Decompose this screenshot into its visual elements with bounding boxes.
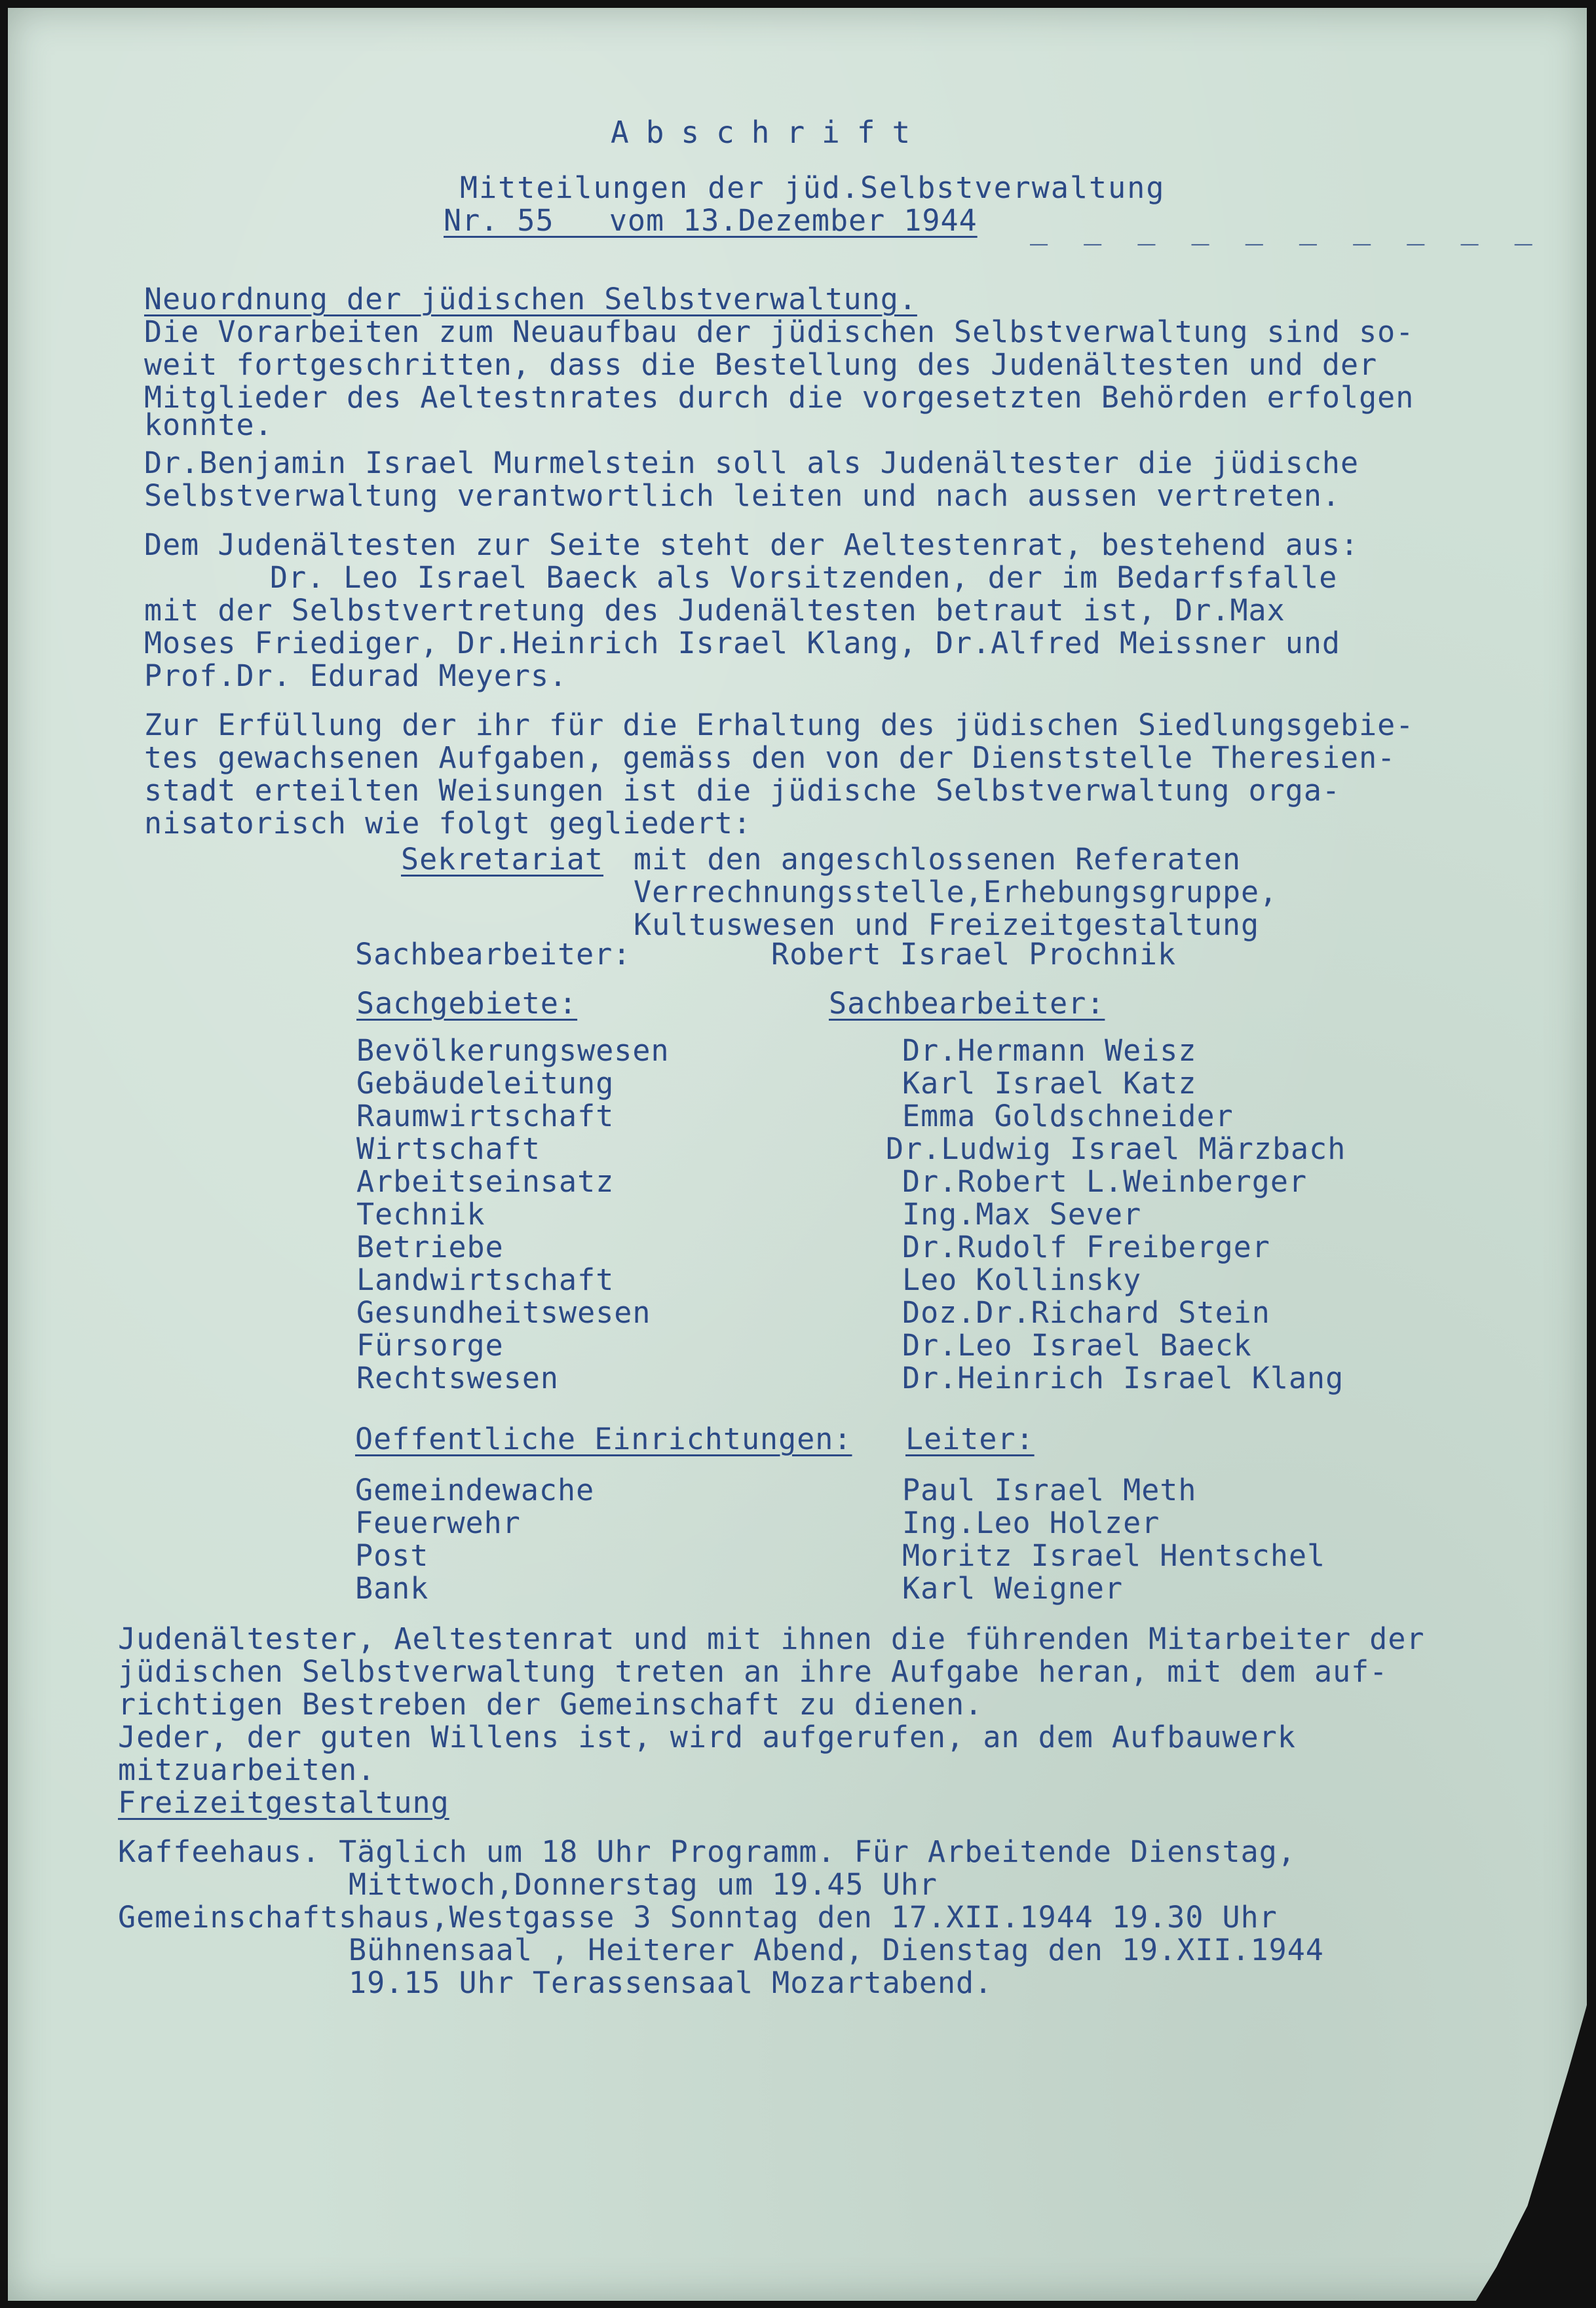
document-subtitle: Mitteilungen der jüd.Selbstverwaltung bbox=[460, 170, 1166, 205]
table-cell-person: Dr.Robert L.Weinberger bbox=[902, 1164, 1308, 1199]
section-heading: Neuordnung der jüdischen Selbstverwaltung. bbox=[144, 282, 917, 316]
text-line: mitzuarbeiten. bbox=[118, 1752, 376, 1787]
table-cell-area: Post bbox=[355, 1538, 429, 1573]
table-cell-person: Dr.Ludwig Israel Märzbach bbox=[886, 1131, 1346, 1166]
table-cell-area: Fürsorge bbox=[356, 1328, 504, 1363]
table-cell-area: Arbeitseinsatz bbox=[356, 1164, 615, 1199]
text-line: Dr. Leo Israel Baeck als Vorsitzenden, der im Bedarfsfalle bbox=[270, 560, 1338, 595]
secretariat-text: Verrechnungsstelle,Erhebungsgruppe, bbox=[634, 875, 1278, 909]
text-line: Judenältester, Aeltestenrat und mit ihnen die führenden Mitarbeiter der bbox=[118, 1621, 1425, 1656]
text-line: Jeder, der guten Willens ist, wird aufgerufen, an dem Aufbauwerk bbox=[118, 1720, 1296, 1754]
table-cell-area: Landwirtschaft bbox=[356, 1262, 615, 1297]
secretariat-text: Kultuswesen und Freizeitgestaltung bbox=[634, 907, 1260, 942]
issue-number-date: Nr. 55 _ vom 13.Dezember 1944 bbox=[444, 203, 978, 238]
text-line: Prof.Dr. Edurad Meyers. bbox=[144, 658, 568, 693]
column-header: Oeffentliche Einrichtungen: bbox=[355, 1422, 852, 1456]
text-line: Dem Judenältesten zur Seite steht der Aeltestenrat, bestehend aus: bbox=[144, 527, 1359, 562]
secretariat-clerk-label: Sachbearbeiter: bbox=[355, 937, 632, 972]
table-cell-person: Karl Weigner bbox=[902, 1571, 1124, 1606]
text-line: richtigen Bestreben der Gemeinschaft zu dienen. bbox=[118, 1687, 983, 1722]
table-cell-area: Bank bbox=[355, 1571, 429, 1606]
table-cell-area: Gesundheitswesen bbox=[356, 1295, 651, 1330]
section-heading: Freizeitgestaltung bbox=[118, 1785, 449, 1820]
table-cell-person: Ing.Leo Holzer bbox=[902, 1505, 1160, 1540]
column-header: Sachbearbeiter: bbox=[829, 986, 1105, 1021]
document-title: Abschrift bbox=[611, 115, 928, 150]
text-line: Bühnensaal , Heiterer Abend, Dienstag den 19.XII.1944 bbox=[349, 1933, 1324, 1967]
table-cell-person: Dr.Heinrich Israel Klang bbox=[902, 1361, 1344, 1395]
text-line: Kaffeehaus. Täglich um 18 Uhr Programm. Für Arbeitende Dienstag, bbox=[118, 1834, 1296, 1869]
table-cell-person: Leo Kollinsky bbox=[902, 1262, 1142, 1297]
table-cell-person: Paul Israel Meth bbox=[902, 1473, 1197, 1507]
table-cell-person: Dr.Rudolf Freiberger bbox=[902, 1230, 1270, 1264]
table-cell-area: Gemeindewache bbox=[355, 1473, 595, 1507]
text-line: konnte. bbox=[144, 407, 273, 442]
text-line: Selbstverwaltung verantwortlich leiten und nach aussen vertreten. bbox=[144, 478, 1340, 513]
table-cell-person: Emma Goldschneider bbox=[902, 1099, 1234, 1133]
column-header: Leiter: bbox=[905, 1422, 1035, 1456]
table-cell-area: Gebäudeleitung bbox=[356, 1066, 615, 1101]
table-cell-area: Feuerwehr bbox=[355, 1505, 521, 1540]
text-line: nisatorisch wie folgt gegliedert: bbox=[144, 806, 752, 841]
table-cell-person: Dr.Leo Israel Baeck bbox=[902, 1328, 1252, 1363]
table-cell-area: Betriebe bbox=[356, 1230, 504, 1264]
text-line: stadt erteilten Weisungen ist die jüdische Selbstverwaltung orga- bbox=[144, 773, 1340, 808]
text-line: Moses Friediger, Dr.Heinrich Israel Klang, Dr.Alfred Meissner und bbox=[144, 626, 1340, 660]
text-line: jüdischen Selbstverwaltung treten an ihre Aufgabe heran, mit dem auf- bbox=[118, 1654, 1388, 1689]
text-line: Die Vorarbeiten zum Neuaufbau der jüdischen Selbstverwaltung sind so- bbox=[144, 314, 1415, 349]
table-cell-person: Doz.Dr.Richard Stein bbox=[902, 1295, 1270, 1330]
text-line: Mittwoch,Donnerstag um 19.45 Uhr bbox=[349, 1867, 938, 1902]
table-cell-area: Raumwirtschaft bbox=[356, 1099, 615, 1133]
secretariat-text: mit den angeschlossenen Referaten bbox=[634, 842, 1242, 877]
secretariat-label: Sekretariat bbox=[401, 842, 604, 877]
text-line: Mitglieder des Aeltestnrates durch die vorgesetzten Behörden erfolgen bbox=[144, 380, 1415, 415]
table-cell-area: Rechtswesen bbox=[356, 1361, 560, 1395]
table-cell-person: Dr.Hermann Weisz bbox=[902, 1033, 1197, 1068]
text-line: 19.15 Uhr Terassensaal Mozartabend. bbox=[349, 1965, 993, 2000]
table-cell-area: Technik bbox=[356, 1197, 485, 1232]
text-line: tes gewachsenen Aufgaben, gemäss den von der Dienststelle Theresien- bbox=[144, 740, 1396, 775]
document-page bbox=[8, 8, 1587, 2301]
secretariat-clerk: Robert Israel Prochnik bbox=[771, 937, 1177, 972]
text-line: mit der Selbstvertretung des Judenältesten betraut ist, Dr.Max bbox=[144, 593, 1285, 628]
text-line: Zur Erfüllung der ihr für die Erhaltung des jüdischen Siedlungsgebie- bbox=[144, 708, 1415, 742]
table-cell-person: Moritz Israel Hentschel bbox=[902, 1538, 1326, 1573]
text-line: weit fortgeschritten, dass die Bestellung des Judenältesten und der bbox=[144, 347, 1378, 382]
text-line: Gemeinschaftshaus,Westgasse 3 Sonntag den 17.XII.1944 19.30 Uhr bbox=[118, 1900, 1278, 1935]
table-cell-person: Karl Israel Katz bbox=[902, 1066, 1197, 1101]
table-cell-area: Bevölkerungswesen bbox=[356, 1033, 670, 1068]
column-header: Sachgebiete: bbox=[356, 986, 578, 1021]
dashed-rule: _ _ _ _ _ _ _ _ _ _ bbox=[1030, 211, 1542, 246]
text-line: Dr.Benjamin Israel Murmelstein soll als Judenältester die jüdische bbox=[144, 445, 1359, 480]
table-cell-person: Ing.Max Sever bbox=[902, 1197, 1142, 1232]
table-cell-area: Wirtschaft bbox=[356, 1131, 541, 1166]
